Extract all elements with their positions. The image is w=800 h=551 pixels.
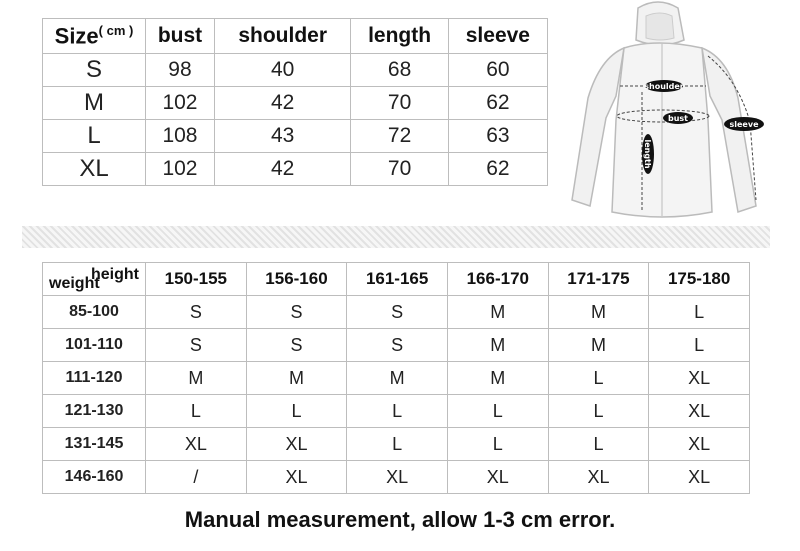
table-row xyxy=(43,461,750,494)
header-shoulder: shoulder xyxy=(214,19,350,54)
weight-range-cell: 85-100 xyxy=(43,296,146,329)
table-row xyxy=(43,395,750,428)
size-cell: XL xyxy=(649,362,750,395)
length-tag xyxy=(642,134,654,174)
size-label: L xyxy=(43,120,146,153)
size-cell: XL xyxy=(649,461,750,494)
size-cell: XL xyxy=(246,461,347,494)
size-cell: M xyxy=(548,296,649,329)
length-tag-label: length xyxy=(643,139,652,169)
table-row xyxy=(43,153,548,186)
size-cell: L xyxy=(146,395,247,428)
table-row xyxy=(43,329,750,362)
size-label: XL xyxy=(43,153,146,186)
value-cell: 98 xyxy=(146,54,215,87)
size-cell: S xyxy=(246,296,347,329)
table-row xyxy=(43,120,548,153)
size-cell: L xyxy=(548,428,649,461)
value-cell: 108 xyxy=(146,120,215,153)
weight-axis-label: weight xyxy=(49,275,100,292)
size-unit-label: ( cm ) xyxy=(98,22,134,38)
size-cell: XL xyxy=(649,395,750,428)
value-cell: 42 xyxy=(214,153,350,186)
value-cell: 62 xyxy=(448,153,547,186)
header-length: length xyxy=(351,19,448,54)
value-cell: 68 xyxy=(351,54,448,87)
table-row xyxy=(43,87,548,120)
size-recommendation-table xyxy=(42,262,750,494)
weight-range-cell: 111-120 xyxy=(43,362,146,395)
size-cell: S xyxy=(347,296,448,329)
shoulder-tag-label: shoulder xyxy=(644,82,684,91)
size-cell: S xyxy=(246,329,347,362)
value-cell: 62 xyxy=(448,87,547,120)
value-cell: 63 xyxy=(448,120,547,153)
size-cell: S xyxy=(146,329,247,362)
shoulder-tag xyxy=(644,80,684,92)
height-range-header: 171-175 xyxy=(548,263,649,296)
striped-divider xyxy=(22,226,770,248)
size-cell: L xyxy=(246,395,347,428)
size-cell: XL xyxy=(649,428,750,461)
table-row xyxy=(43,54,548,87)
size-cell: S xyxy=(347,329,448,362)
size-cell: L xyxy=(347,395,448,428)
size-cell: L xyxy=(447,395,548,428)
size-cell: M xyxy=(447,329,548,362)
size-cell: M xyxy=(447,296,548,329)
reco-header-row xyxy=(43,263,750,296)
size-cell: M xyxy=(447,362,548,395)
weight-range-cell: 101-110 xyxy=(43,329,146,362)
height-range-header: 175-180 xyxy=(649,263,750,296)
size-cell: XL xyxy=(447,461,548,494)
size-table-header-row xyxy=(43,19,548,54)
size-cell: XL xyxy=(548,461,649,494)
size-cell: / xyxy=(146,461,247,494)
value-cell: 72 xyxy=(351,120,448,153)
size-header-label: Size xyxy=(54,23,99,49)
size-cell: M xyxy=(347,362,448,395)
weight-range-cell: 121-130 xyxy=(43,395,146,428)
height-axis-label: height xyxy=(91,266,139,283)
size-cell: L xyxy=(447,428,548,461)
height-range-header: 166-170 xyxy=(447,263,548,296)
size-cell: XL xyxy=(347,461,448,494)
measurement-note: Manual measurement, allow 1-3 cm error. xyxy=(184,507,616,532)
value-cell: 102 xyxy=(146,153,215,186)
value-cell: 43 xyxy=(214,120,350,153)
size-cell: M xyxy=(146,362,247,395)
size-cell: S xyxy=(146,296,247,329)
header-bust: bust xyxy=(146,19,215,54)
size-measurement-table xyxy=(42,18,548,186)
table-row xyxy=(43,362,750,395)
value-cell: 60 xyxy=(448,54,547,87)
height-range-header: 156-160 xyxy=(246,263,347,296)
bust-tag-label: bust xyxy=(667,114,689,123)
size-cell: XL xyxy=(246,428,347,461)
hooded-jacket-icon xyxy=(566,0,800,225)
size-cell: M xyxy=(548,329,649,362)
table-row xyxy=(43,296,750,329)
sleeve-tag xyxy=(724,117,764,131)
size-cell: XL xyxy=(146,428,247,461)
height-range-header: 161-165 xyxy=(347,263,448,296)
size-cell: L xyxy=(347,428,448,461)
sleeve-tag-label: sleeve xyxy=(729,120,759,129)
bust-tag xyxy=(663,112,693,124)
corner-cell xyxy=(43,263,146,296)
value-cell: 42 xyxy=(214,87,350,120)
size-cell: M xyxy=(246,362,347,395)
weight-range-cell: 131-145 xyxy=(43,428,146,461)
size-header-cell xyxy=(43,19,146,54)
size-cell: L xyxy=(649,296,750,329)
value-cell: 102 xyxy=(146,87,215,120)
size-label: M xyxy=(43,87,146,120)
table-row xyxy=(43,428,750,461)
size-cell: L xyxy=(548,395,649,428)
height-range-header: 150-155 xyxy=(146,263,247,296)
value-cell: 70 xyxy=(351,153,448,186)
size-label: S xyxy=(43,54,146,87)
size-cell: L xyxy=(548,362,649,395)
weight-range-cell: 146-160 xyxy=(43,461,146,494)
value-cell: 70 xyxy=(351,87,448,120)
size-cell: L xyxy=(649,329,750,362)
value-cell: 40 xyxy=(214,54,350,87)
header-sleeve: sleeve xyxy=(448,19,547,54)
